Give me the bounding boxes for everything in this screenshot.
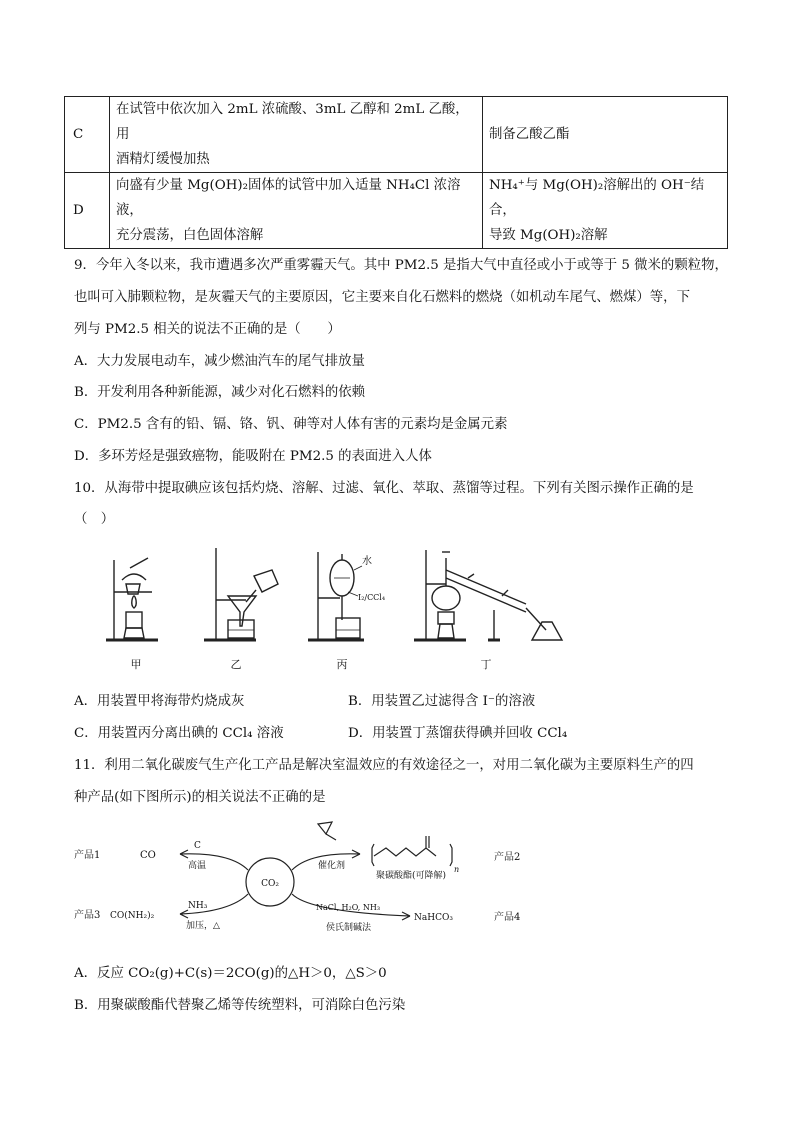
co2-label: CO₂	[261, 879, 279, 889]
q11-option-b: B．用聚碳酸酯代替聚乙烯等传统塑料，可消除白色污染	[74, 998, 406, 1013]
p4-method: 侯氏制碱法	[326, 923, 372, 933]
p3-condition: 加压，△	[186, 921, 220, 931]
p4-reagents: NaCl, H₂O, NH₃	[316, 903, 381, 912]
q9-stem-line: 也叫可入肺颗粒物，是灰霾天气的主要原因，它主要来自化石燃料的燃烧（如机动车尾气、燃煤）等，下	[74, 290, 690, 305]
q10-option-b: B．用装置乙过滤得含 I⁻的溶液	[348, 694, 536, 709]
purpose-line: 导致 Mg(OH)₂溶解	[489, 228, 608, 243]
apparatus-bing	[308, 552, 364, 640]
q11-stem-line: 种产品(如下图所示)的相关说法不正确的是	[74, 790, 326, 805]
p4-label: 产品4	[494, 912, 521, 923]
q9-stem-line: 列与 PM2.5 相关的说法不正确的是（ ）	[74, 322, 341, 337]
p1-condition: 高温	[188, 861, 207, 871]
operation-cell	[110, 173, 483, 249]
lab-apparatus-figure	[96, 540, 566, 680]
p2-name: 聚碳酸酯(可降解)	[376, 871, 447, 881]
co2-products-diagram	[70, 812, 550, 948]
polymer-n: n	[454, 865, 460, 874]
q10-option-c: C．用装置丙分离出碘的 CCl₄ 溶液	[74, 726, 284, 741]
label-bing: 丙	[336, 658, 348, 671]
operation-line: 向盛有少量 Mg(OH)₂固体的试管中加入适量 NH₄Cl 浓溶液，	[116, 178, 461, 218]
q10-stem-line: （ ）	[74, 512, 115, 527]
polycarbonate-structure	[372, 836, 452, 866]
q9-option-d: D．多环芳烃是强致癌物，能吸附在 PM2.5 的表面进入人体	[74, 449, 432, 464]
q9-option-c: C．PM2.5 含有的铅、镉、铬、钒、砷等对人体有害的元素均是金属元素	[74, 417, 508, 432]
apparatus-jia	[106, 558, 158, 640]
q9-option-b: B．开发利用各种新能源，减少对化石燃料的依赖	[74, 385, 366, 400]
options-table	[64, 96, 728, 249]
table-row	[65, 97, 728, 173]
label-yi: 乙	[230, 658, 242, 671]
p3-label: 产品3	[74, 910, 101, 921]
operation-cell	[110, 97, 483, 173]
table-row	[65, 173, 728, 249]
ccl4-label: I₂/CCl₄	[358, 593, 386, 602]
p3-reagent: NH₃	[188, 901, 208, 911]
p4-formula: NaHCO₃	[414, 913, 453, 923]
propylene-oxide-icon	[318, 822, 336, 840]
p3-formula: CO(NH₂)₂	[110, 911, 155, 921]
purpose-line: NH₄⁺与 Mg(OH)₂溶解出的 OH⁻结合，	[489, 178, 705, 218]
row-option-label: D	[65, 173, 110, 249]
label-ding: 丁	[480, 658, 492, 671]
label-jia: 甲	[130, 658, 142, 671]
q11-stem-line: 11．利用二氧化碳废气生产化工产品是解决室温效应的有效途径之一，对用二氧化碳为主要原料生产的四	[74, 758, 694, 773]
row-option-label: C	[65, 97, 110, 173]
p1-label: 产品1	[74, 850, 101, 861]
q9-stem-line: 9．今年入冬以来，我市遭遇多次严重雾霾天气。其中 PM2.5 是指大气中直径或小于或等于 5 微米的颗粒物，	[74, 258, 728, 273]
p1-formula: CO	[140, 850, 156, 861]
operation-line: 在试管中依次加入 2mL 浓硫酸、3mL 乙醇和 2mL 乙酸，用	[116, 102, 469, 142]
catalyst-label: 催化剂	[318, 861, 346, 871]
apparatus-yi	[204, 548, 278, 640]
apparatus-ding	[414, 550, 562, 640]
purpose-cell	[483, 173, 728, 249]
q10-option-a: A．用装置甲将海带灼烧成灰	[74, 694, 245, 709]
q10-option-d: D．用装置丁蒸馏获得碘并回收 CCl₄	[348, 726, 568, 741]
q10-stem-line: 10．从海带中提取碘应该包括灼烧、溶解、过滤、氧化、萃取、蒸馏等过程。下列有关图示操作正确的是	[74, 481, 694, 496]
water-label: 水	[362, 556, 372, 567]
q9-option-a: A．大力发展电动车，减少燃油汽车的尾气排放量	[74, 354, 365, 369]
p2-label: 产品2	[494, 852, 521, 863]
purpose-cell: 制备乙酸乙酯	[483, 97, 728, 173]
operation-line: 酒精灯缓慢加热	[116, 152, 210, 167]
p1-reagent: C	[194, 841, 201, 851]
q11-option-a: A．反应 CO₂(g)+C(s)＝2CO(g)的△H＞0，△S＞0	[74, 966, 387, 981]
operation-line: 充分震荡，白色固体溶解	[116, 228, 264, 243]
